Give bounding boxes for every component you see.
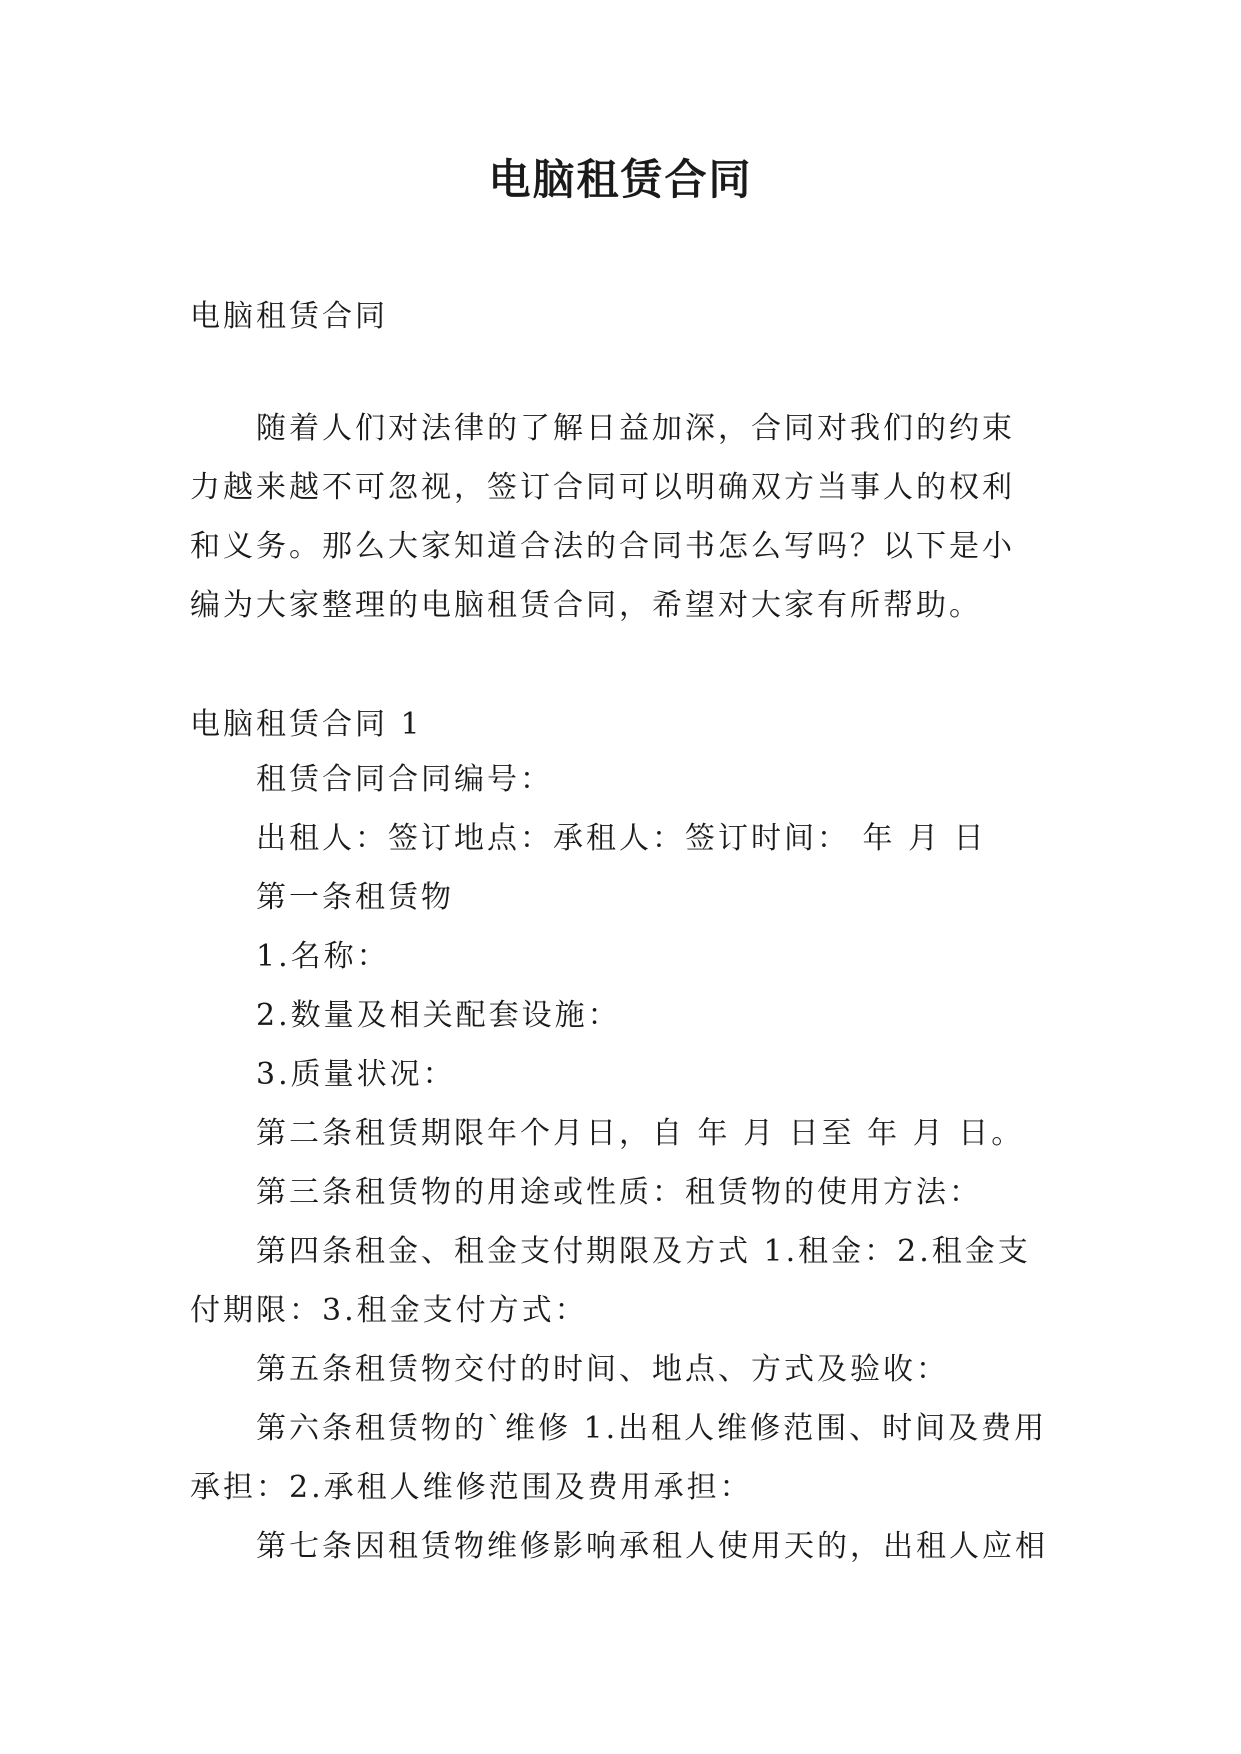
clause-article-1: 第一条租赁物 (256, 880, 454, 915)
clause-list (190, 750, 1060, 1576)
clause-item-quantity: 2.数量及相关配套设施： (256, 998, 621, 1033)
clause-article-4: 第四条租金、租金支付期限及方式 1.租金：2.租金支付期限：3.租金支付方式： (190, 1234, 1031, 1328)
document-subheading: 电脑租赁合同 (190, 299, 388, 334)
clause-article-5: 第五条租赁物交付的时间、地点、方式及验收： (256, 1352, 949, 1387)
clause-article-2: 第二条租赁期限年个月日，自 年 月 日至 年 月 日。 (256, 1116, 1025, 1151)
clause-item-quality: 3.质量状况： (256, 1057, 456, 1092)
section-heading: 电脑租赁合同 1 (190, 707, 423, 742)
clause-article-3: 第三条租赁物的用途或性质：租赁物的使用方法： (256, 1175, 982, 1210)
clause-contract-number: 租赁合同合同编号： (256, 762, 553, 797)
clause-article-7: 第七条因租赁物维修影响承租人使用天的，出租人应相 (256, 1529, 1048, 1564)
clause-article-6: 第六条租赁物的`维修 1.出租人维修范围、时间及费用承担：2.承租人维修范围及费用承担： (190, 1411, 1048, 1505)
clause-parties-and-signing: 出租人：签订地点：承租人：签订时间： 年 月 日 (256, 821, 987, 856)
intro-paragraph: 随着人们对法律的了解日益加深，合同对我们的约束力越来越不可忽视，签订合同可以明确双方当事人的权利和义务。那么大家知道合法的合同书怎么写吗？以下是小编为大家整理的电脑租赁合同，希望对大家有所帮助。 (190, 411, 1015, 623)
document-title: 电脑租赁合同 (488, 155, 753, 204)
clause-item-name: 1.名称： (256, 939, 390, 974)
